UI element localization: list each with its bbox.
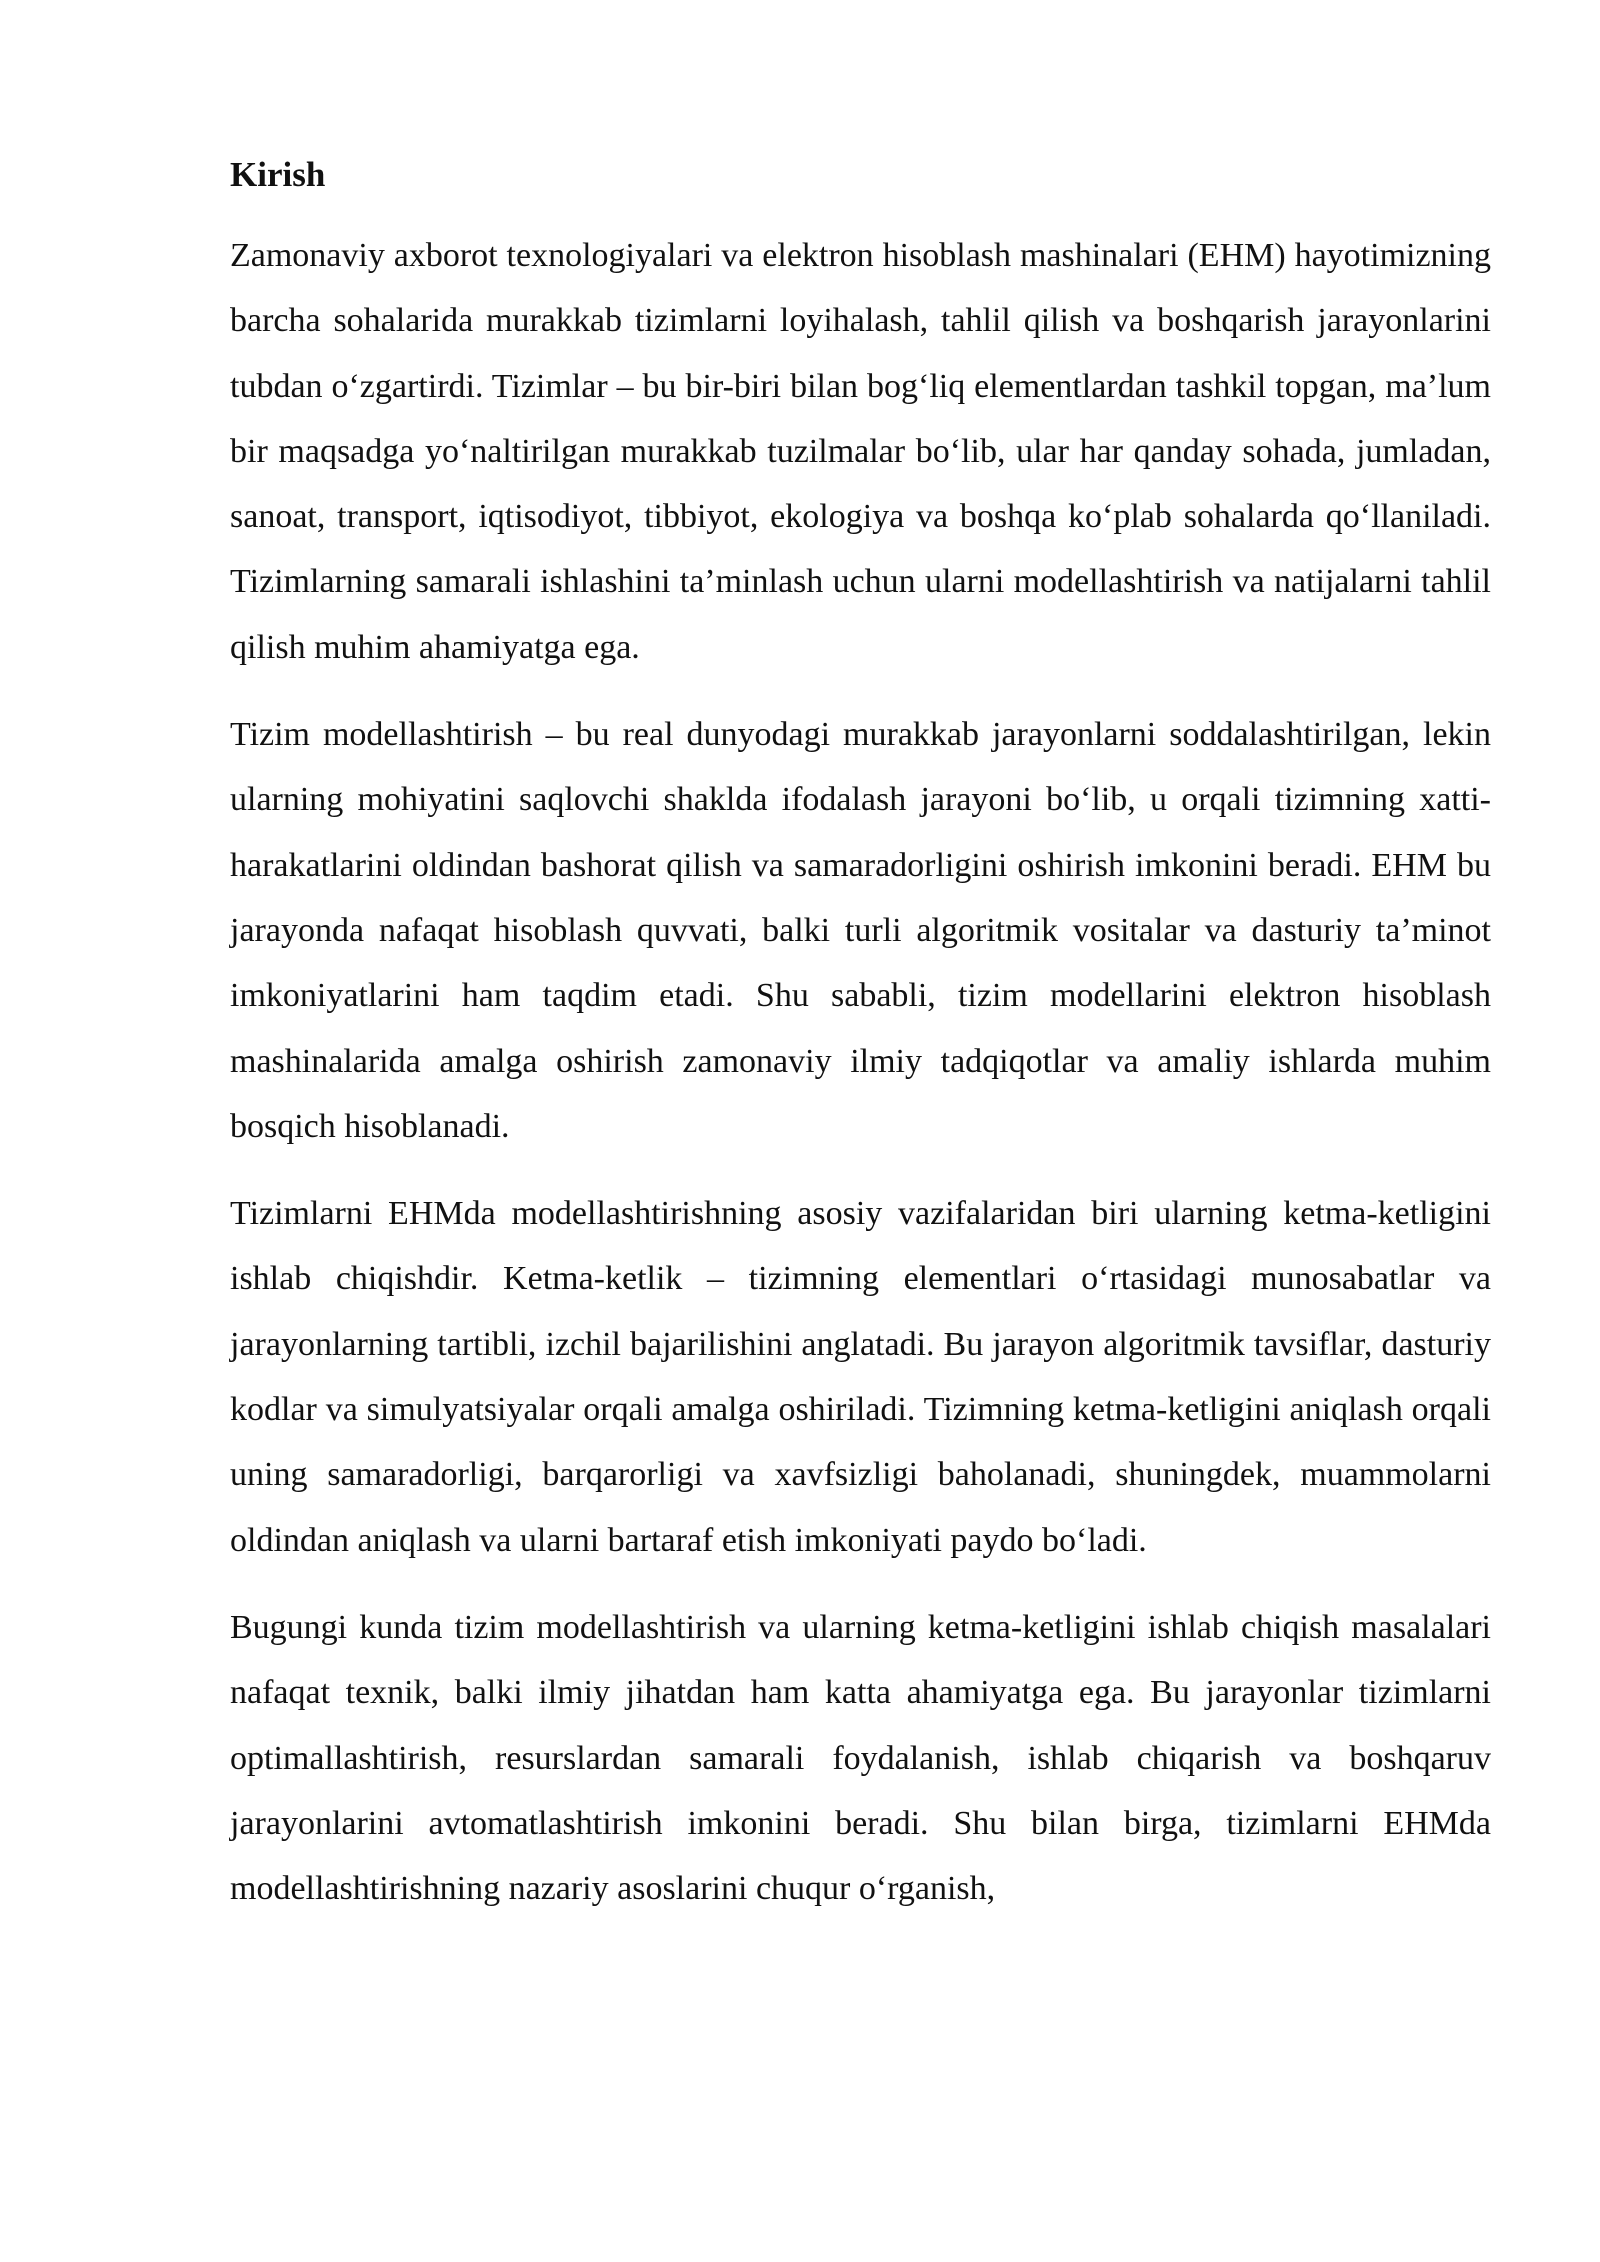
paragraph-3: Tizimlarni EHMda modellashtirishning asosiy vazifalaridan biri ularning ketma-ketligini ishlab chiqishdir. Ketma-ketlik – tizimning elementlari o‘rtasidagi munosabatlar va jarayonlarning tartibli, izchil bajarilishini anglatadi. Bu jarayon algoritmik tavsiflar, dasturiy kodlar va simulyatsiyalar orqali amalga oshiriladi. Tizimning ketma-ketligini aniqlash orqali uning samaradorligi, barqarorligi va xavfsizligi baholanadi, shuningdek, muammolarni oldindan aniqlash va ularni bartaraf etish imkoniyati paydo bo‘ladi. [230,1195,1491,1559]
section-heading: Kirish [230,155,326,194]
paragraph-1: Zamonaviy axborot texnologiyalari va elektron hisoblash mashinalari (EHM) hayotimizning barcha sohalarida murakkab tizimlarni loyihalash, tahlil qilish va boshqarish jarayonlarini tubdan o‘zgartirdi. Tizimlar – bu bir-biri bilan bog‘liq elementlardan tashkil topgan, ma’lum bir maqsadga yo‘naltirilgan murakkab tuzilmalar bo‘lib, ular har qanday sohada, jumladan, sanoat, transport, iqtisodiyot, tibbiyot, ekologiya va boshqa ko‘plab sohalarda qo‘llaniladi. Tizimlarning samarali ishlashini ta’minlash uchun ularni modellashtirish va natijalarni tahlil qilish muhim ahamiyatga ega. [230,237,1491,666]
document-body [230,150,1491,1943]
paragraph-2: Tizim modellashtirish – bu real dunyodagi murakkab jarayonlarni soddalashtirilgan, lekin ularning mohiyatini saqlovchi shaklda ifodalash jarayoni bo‘lib, u orqali tizimning xatti-harakatlarini oldindan bashorat qilish va samaradorligini oshirish imkonini beradi. EHM bu jarayonda nafaqat hisoblash quvvati, balki turli algoritmik vositalar va dasturiy ta’minot imkoniyatlarini ham taqdim etadi. Shu sababli, tizim modellarini elektron hisoblash mashinalarida amalga oshirish zamonaviy ilmiy tadqiqotlar va amaliy ishlarda muhim bosqich hisoblanadi. [230,716,1491,1145]
paragraph-4: Bugungi kunda tizim modellashtirish va ularning ketma-ketligini ishlab chiqish masalalari nafaqat texnik, balki ilmiy jihatdan ham katta ahamiyatga ega. Bu jarayonlar tizimlarni optimallashtirish, resurslardan samarali foydalanish, ishlab chiqarish va boshqaruv jarayonlarini avtomatlashtirish imkonini beradi. Shu bilan birga, tizimlarni EHMda modellashtirishning nazariy asoslarini chuqur o‘rganish, [230,1608,1491,1908]
